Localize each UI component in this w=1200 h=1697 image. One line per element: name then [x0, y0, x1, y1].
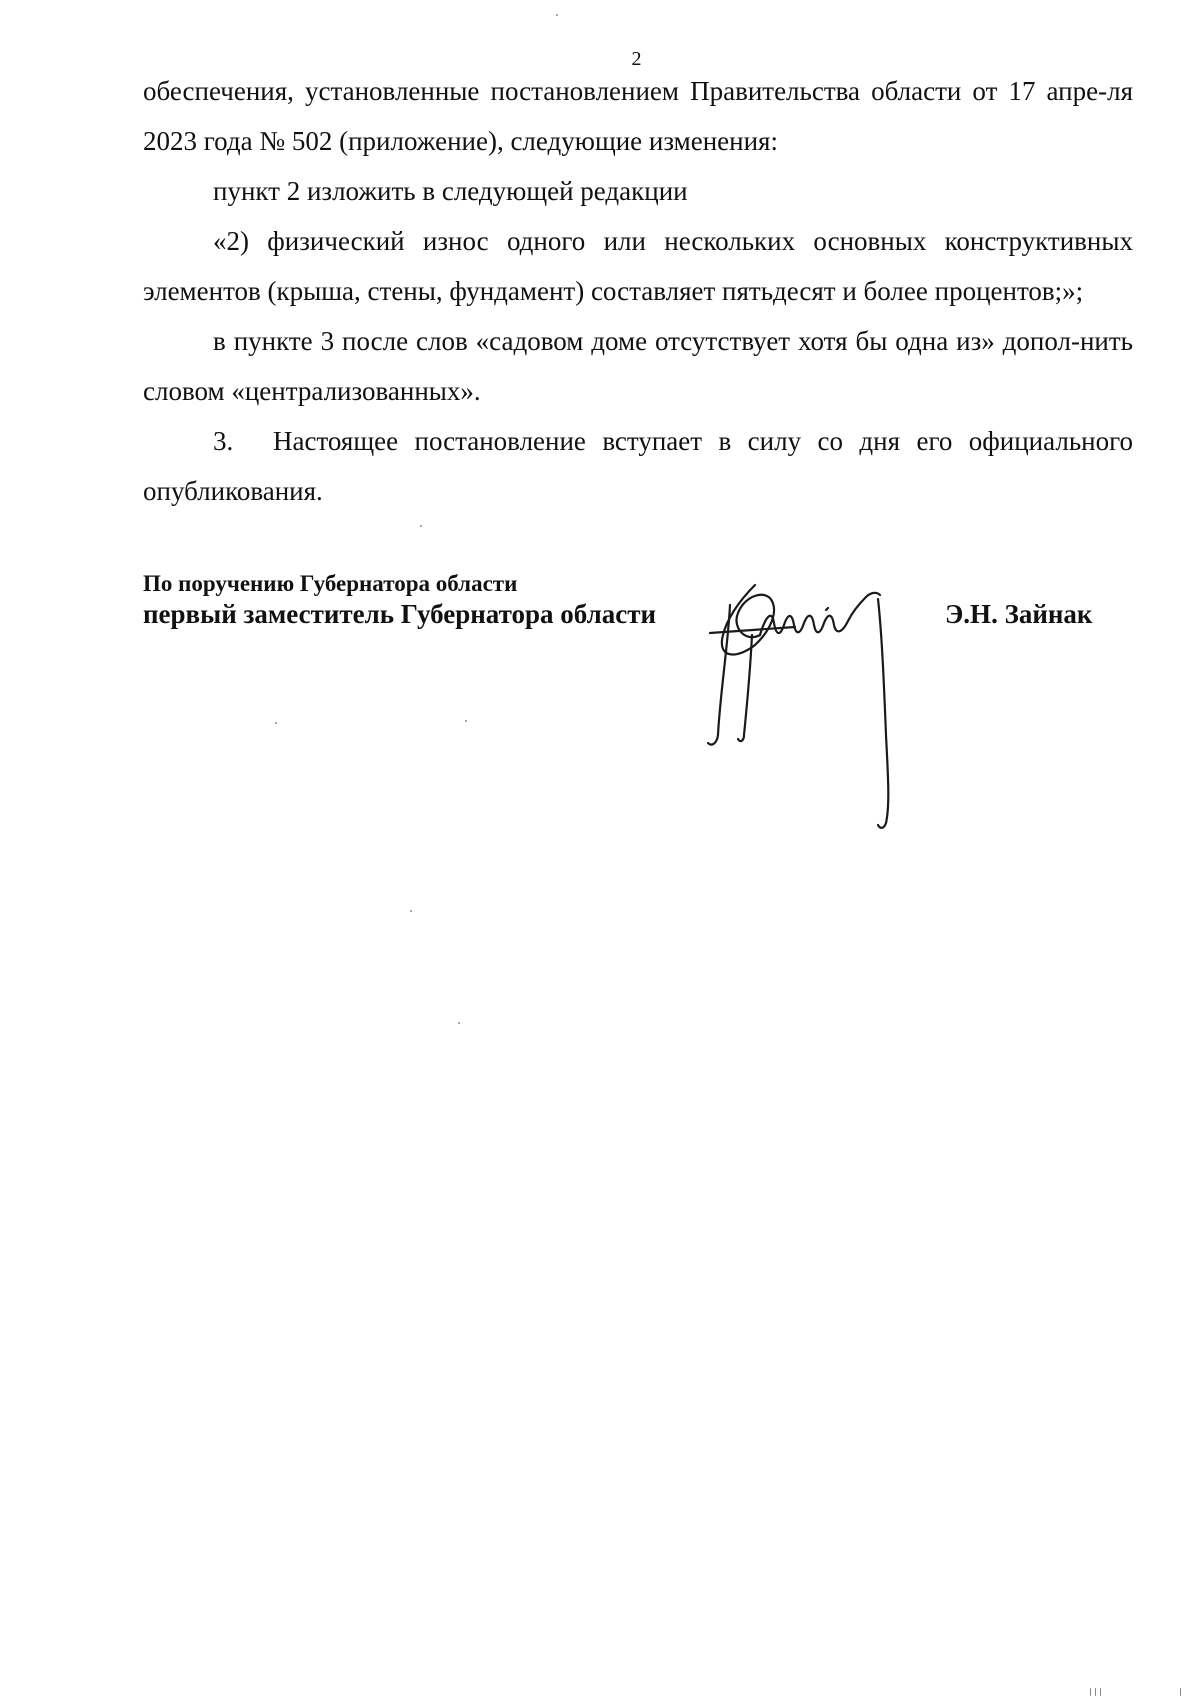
paragraph-number: 3.: [213, 426, 234, 456]
scan-speck: [465, 720, 467, 722]
document-body: [143, 66, 1133, 516]
scan-speck: [420, 525, 422, 527]
paragraph-point-3-amendment: в пункте 3 после слов «садовом доме отсутствует хотя бы одна из» допол-нить словом «централизованных».: [143, 326, 1133, 406]
scan-speck: [556, 14, 558, 16]
signatory-name: Э.Н. Зайнак: [945, 599, 1093, 629]
paragraph-effective-date: [143, 416, 1133, 516]
scan-speck: [1100, 1688, 1101, 1696]
handwritten-signature: [700, 565, 930, 845]
paragraph-point-2-instruction: пункт 2 изложить в следующей редакции: [213, 176, 688, 206]
scan-speck: [275, 722, 277, 724]
page-number: 2: [631, 48, 642, 70]
signature-line-position: первый заместитель Губернатора области: [143, 599, 657, 629]
paragraph-point-2-text: «2) физический износ одного или нескольких основных конструктивных элементов (крыша, стены, фундамент) составляет пятьдесят и более процентов;»;: [143, 226, 1133, 306]
scan-speck: [458, 1022, 460, 1024]
scan-speck: [410, 910, 412, 912]
scan-speck: [1090, 1688, 1091, 1696]
scan-speck: [1095, 1688, 1096, 1696]
paragraph-continuation: обеспечения, установленные постановлением Правительства области от 17 апре-ля 2023 года № 502 (приложение), следующие изменения:: [143, 76, 1133, 156]
scan-speck: [1180, 1688, 1181, 1696]
paragraph-effective-date-text: Настоящее постановление вступает в силу со дня его официального опубликования.: [143, 426, 1133, 506]
signature-line-instruction: По поручению Губернатора области: [143, 571, 518, 596]
